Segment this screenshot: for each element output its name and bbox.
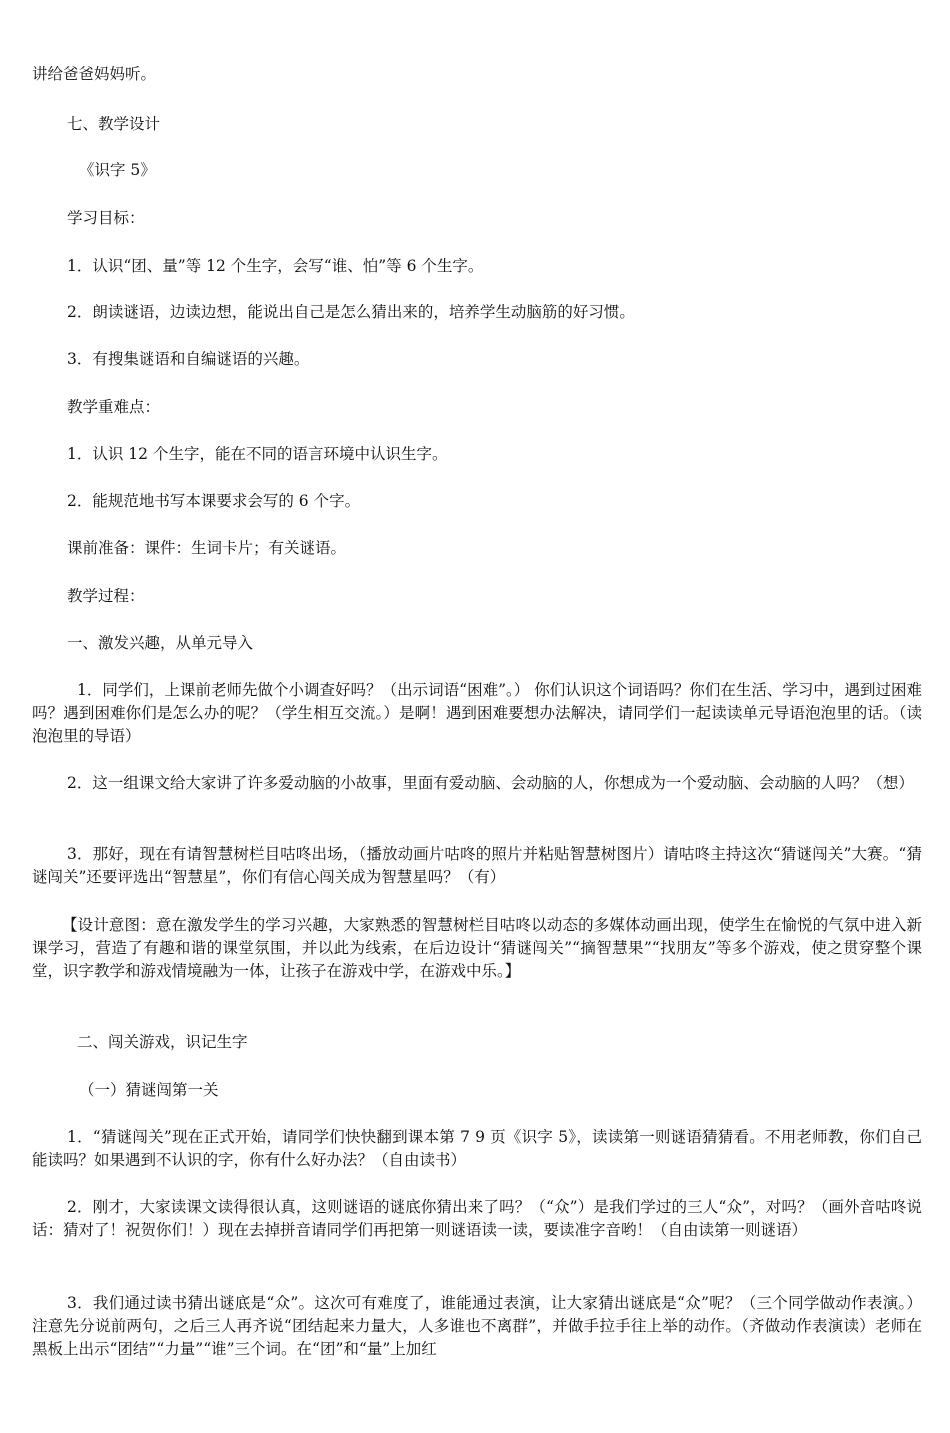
key-point-2: 2．能规范地书写本课要求会写的 6 个字。 (67, 492, 361, 510)
preparation: 课前准备：课件：生词卡片；有关谜语。 (67, 539, 347, 557)
level-1-step-3: 3．我们通过读书猜出谜底是“众”。这次可有难度了，谁能通过表演，让大家猜出谜底是“众”呢？（三个同学做动作表演。）注意先分说前两句，之后三人再齐说“团结起来力量大，人多谁也不离群”，并做手拉手往上举的动作。（齐做动作表演读）老师在黑板上出示“团结”“力量”“谁”三个词。在“团”和“量”上加红 (32, 1294, 922, 1358)
part-1-step-2: 2．这一组课文给大家讲了许多爱动脑的小故事，里面有爱动脑、会动脑的人，你想成为一个爱动脑、会动脑的人吗？（想） (67, 774, 914, 792)
paragraph-1: 讲给爸爸妈妈听。 (32, 65, 157, 83)
design-intent: 【设计意图：意在激发学生的学习兴趣，大家熟悉的智慧树栏目咕咚以动态的多媒体动画出现，使学生在愉悦的气氛中进入新课学习，营造了有趣和谐的课堂氛围，并以此为线索，在后边设计“猜谜闯关”“摘智慧果”“找朋友”等多个游戏，使之贯穿整个课堂，识字教学和游戏情境融为一体，让孩子在游戏中学，在游戏中乐。】 (32, 916, 922, 980)
level-1-step-1: 1．“猜谜闯关”现在正式开始，请同学们快快翻到课本第 7 9 页《识字 5》，读读第一则谜语猜猜看。不用老师教，你们自己能读吗？如果遇到不认识的字，你有什么好办法？（自由读书） (32, 1128, 922, 1169)
process-heading: 教学过程： (67, 587, 145, 605)
section-heading-teaching-design: 七、教学设计 (67, 115, 161, 133)
part-2-heading: 二、闯关游戏，识记生字 (77, 1033, 248, 1051)
level-1-heading: （一）猜谜闯第一关 (79, 1081, 219, 1099)
learning-goals-heading: 学习目标： (67, 209, 145, 227)
part-1-step-3: 3．那好，现在有请智慧树栏目咕咚出场，（播放动画片咕咚的照片并粘贴智慧树图片）请咕咚主持这次“猜谜闯关”大赛。“猜谜闯关”还要评选出“智慧星”，你们有信心闯关成为智慧星吗？（有） (32, 845, 922, 886)
lesson-title: 《识字 5》 (79, 161, 156, 179)
level-1-step-2: 2．刚才，大家读课文读得很认真，这则谜语的谜底你猜出来了吗？（“众”）是我们学过的三人“众”，对吗？（画外音咕咚说话：猜对了！祝贺你们！）现在去掉拼音请同学们再把第一则谜语读一读，要读准字音哟！（自由读第一则谜语） (32, 1198, 922, 1239)
goal-1: 1．认识“团、量”等 12 个生字，会写“谁、怕”等 6 个生字。 (67, 257, 484, 275)
part-1-step-1: 1．同学们，上课前老师先做个小调查好吗？（出示词语“困难”。） 你们认识这个词语吗？你们在生活、学习中，遇到过困难吗？遇到困难你们是怎么办的呢？（学生相互交流。）是啊！遇到困难要想办法解决，请同学们一起读读单元导语泡泡里的话。（读泡泡里的导语） (32, 681, 922, 745)
key-points-heading: 教学重难点： (67, 398, 161, 416)
goal-2: 2．朗读谜语，边读边想，能说出自己是怎么猜出来的，培养学生动脑筋的好习惯。 (67, 303, 635, 321)
goal-3: 3．有搜集谜语和自编谜语的兴趣。 (67, 350, 310, 368)
part-1-heading: 一、激发兴趣，从单元导入 (67, 634, 254, 652)
key-point-1: 1．认识 12 个生字，能在不同的语言环境中认识生字。 (67, 445, 448, 463)
